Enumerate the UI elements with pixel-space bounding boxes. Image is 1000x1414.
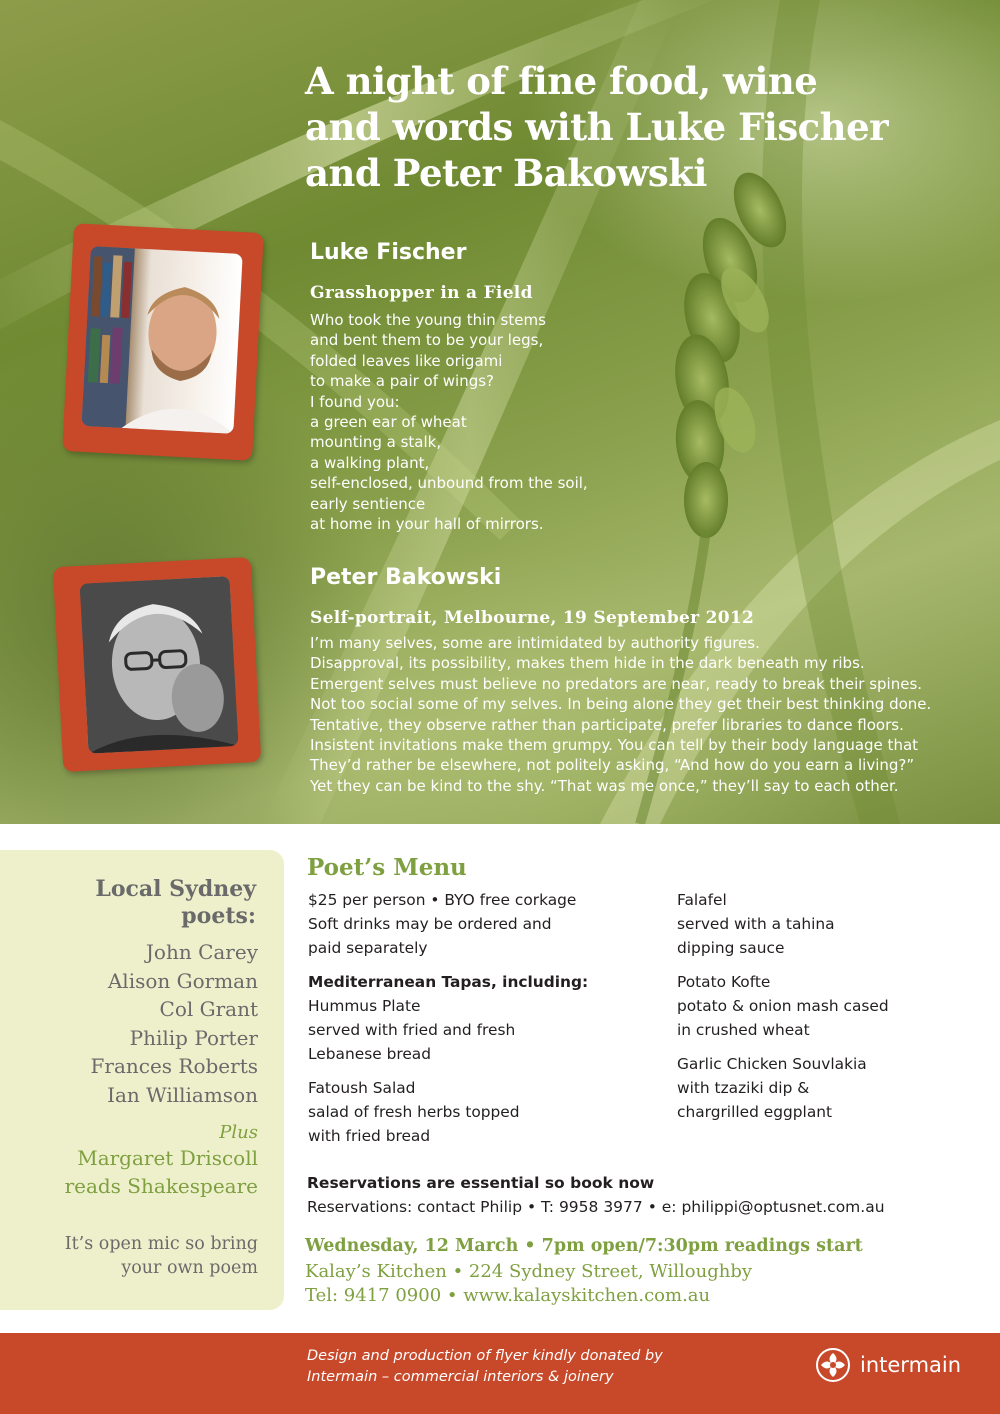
poem-grasshopper-text [310, 310, 588, 534]
menu-line: with tzaziki dip & [677, 1079, 810, 1097]
peter-bakowski-photo [80, 576, 239, 754]
menu-line: Soft drinks may be ordered and [308, 915, 552, 933]
poem-line: a green ear of wheat [310, 413, 467, 432]
open-mic-line: your own poem [121, 1258, 258, 1278]
local-poets-list [91, 938, 259, 1110]
local-poet-name: John Carey [145, 940, 258, 964]
poem-line: folded leaves like origami [310, 351, 503, 370]
peter-bakowski-photo-frame [53, 557, 261, 772]
menu-line: Hummus Plate [308, 997, 421, 1015]
open-mic-note [65, 1232, 258, 1280]
local-poet-name: Alison Gorman [107, 968, 258, 993]
poem-line: They’d rather be elsewhere, not politely asking, “And how do you earn a living?” [310, 756, 915, 775]
reservations-details: Reservations: contact Philip • T: 9958 3977 • e: philippi@optusnet.com.au [307, 1198, 885, 1216]
poem-line: I’m many selves, some are intimidated by authority figures. [310, 634, 760, 652]
poem-line: self-enclosed, unbound from the soil, [310, 474, 588, 493]
poem-line: and bent them to be your legs, [310, 331, 544, 350]
menu-line: dipping sauce [677, 939, 785, 957]
menu-line: $25 per person • BYO free corkage [308, 891, 577, 909]
poem-self-portrait-text [310, 633, 931, 796]
menu-line: Garlic Chicken Souvlakia [677, 1055, 867, 1073]
title-line: and words with Luke Fischer [305, 105, 889, 149]
menu-line: chargrilled eggplant [677, 1103, 833, 1121]
event-venue: Kalay’s Kitchen • 224 Sydney Street, Willoughby [305, 1261, 753, 1282]
heading-line: Local Sydney [95, 876, 256, 902]
menu-line: served with fried and fresh [308, 1021, 516, 1039]
special-guest-line: Margaret Driscoll [77, 1146, 258, 1170]
poem-line: mounting a stalk, [310, 433, 442, 452]
menu-line: Fatoush Salad [308, 1079, 416, 1097]
menu-price-info [308, 888, 658, 960]
reservations-heading: Reservations are essential so book now [307, 1174, 655, 1192]
title-line: and Peter Bakowski [305, 151, 707, 195]
heading-line: poets: [181, 903, 256, 929]
poem-line: Emergent selves must believe no predators are near, ready to break their spines. [310, 674, 923, 693]
poem-line: Not too social some of my selves. In being alone they get their best thinking done. [310, 695, 932, 714]
event-date-time: Wednesday, 12 March • 7pm open/7:30pm readings start [305, 1236, 863, 1256]
menu-item-potato-kofte [677, 970, 977, 1042]
menu-line: in crushed wheat [677, 1021, 810, 1039]
menu-item-hummus [308, 970, 658, 1066]
menu-column-left [308, 888, 658, 1158]
menu-line: Falafel [677, 891, 727, 909]
poem-line: early sentience [310, 494, 426, 513]
menu-line: served with a tahina [677, 915, 835, 933]
credit-line: Intermain – commercial interiors & joinery [307, 1369, 614, 1385]
intermain-logo-icon [816, 1348, 850, 1382]
poem-line: Insistent invitations make them grumpy. You can tell by their body language that [310, 736, 919, 755]
portrait-image [81, 246, 242, 434]
title-line: A night of fine food, wine [305, 59, 818, 103]
poem-title-grasshopper: Grasshopper in a Field [310, 283, 533, 303]
poem-line: a walking plant, [310, 453, 430, 472]
local-poets-panel [0, 850, 284, 1310]
special-guest-line: reads Shakespeare [64, 1174, 258, 1198]
poem-line: at home in your hall of mirrors. [310, 515, 544, 534]
poem-line: to make a pair of wings? [310, 372, 495, 391]
menu-heading: Poet’s Menu [307, 854, 467, 881]
poem-title-self-portrait: Self-portrait, Melbourne, 19 September 2012 [310, 608, 755, 628]
poet-name-luke-fischer: Luke Fischer [310, 240, 467, 265]
intermain-brand [816, 1345, 961, 1385]
event-title [305, 58, 965, 196]
menu-item-fatoush [308, 1076, 658, 1148]
poem-line: Disapproval, its possibility, makes them hide in the dark beneath my ribs. [310, 654, 865, 673]
footer-bar [0, 1333, 1000, 1414]
local-poets-heading [95, 876, 256, 930]
menu-line: salad of fresh herbs topped [308, 1103, 520, 1121]
portrait-image [80, 576, 239, 754]
menu-item-souvlakia [677, 1052, 977, 1124]
credit-line: Design and production of flyer kindly donated by [307, 1348, 663, 1364]
local-poet-name: Frances Roberts [90, 1054, 258, 1079]
poet-name-peter-bakowski: Peter Bakowski [310, 565, 502, 590]
local-poet-name: Col Grant [159, 997, 258, 1022]
event-contact: Tel: 9417 0900 • www.kalayskitchen.com.au [305, 1285, 711, 1306]
plus-label: Plus [219, 1122, 258, 1143]
poem-line: Yet they can be kind to the shy. “That was me once,” they’ll say to each other. [310, 776, 899, 795]
tapas-heading: Mediterranean Tapas, including: [308, 973, 589, 991]
menu-line: Potato Kofte [677, 973, 771, 991]
menu-line: potato & onion mash cased [677, 997, 889, 1015]
luke-fischer-photo-frame [62, 223, 264, 461]
open-mic-line: It’s open mic so bring [64, 1234, 258, 1254]
poem-line: I found you: [310, 392, 400, 411]
poem-line: Who took the young thin stems [310, 311, 546, 329]
menu-line: Lebanese bread [308, 1045, 432, 1063]
local-poet-name: Philip Porter [129, 1025, 258, 1050]
design-credit [307, 1346, 663, 1388]
brand-name: intermain [860, 1353, 962, 1377]
luke-fischer-photo [81, 246, 242, 434]
menu-line: paid separately [308, 939, 428, 957]
menu-line: with fried bread [308, 1127, 431, 1145]
menu-column-right [677, 888, 977, 1134]
special-guest [65, 1144, 258, 1200]
poem-line: Tentative, they observe rather than participate, prefer libraries to dance floors. [310, 715, 904, 734]
menu-item-falafel [677, 888, 977, 960]
local-poet-name: Ian Williamson [107, 1082, 258, 1107]
